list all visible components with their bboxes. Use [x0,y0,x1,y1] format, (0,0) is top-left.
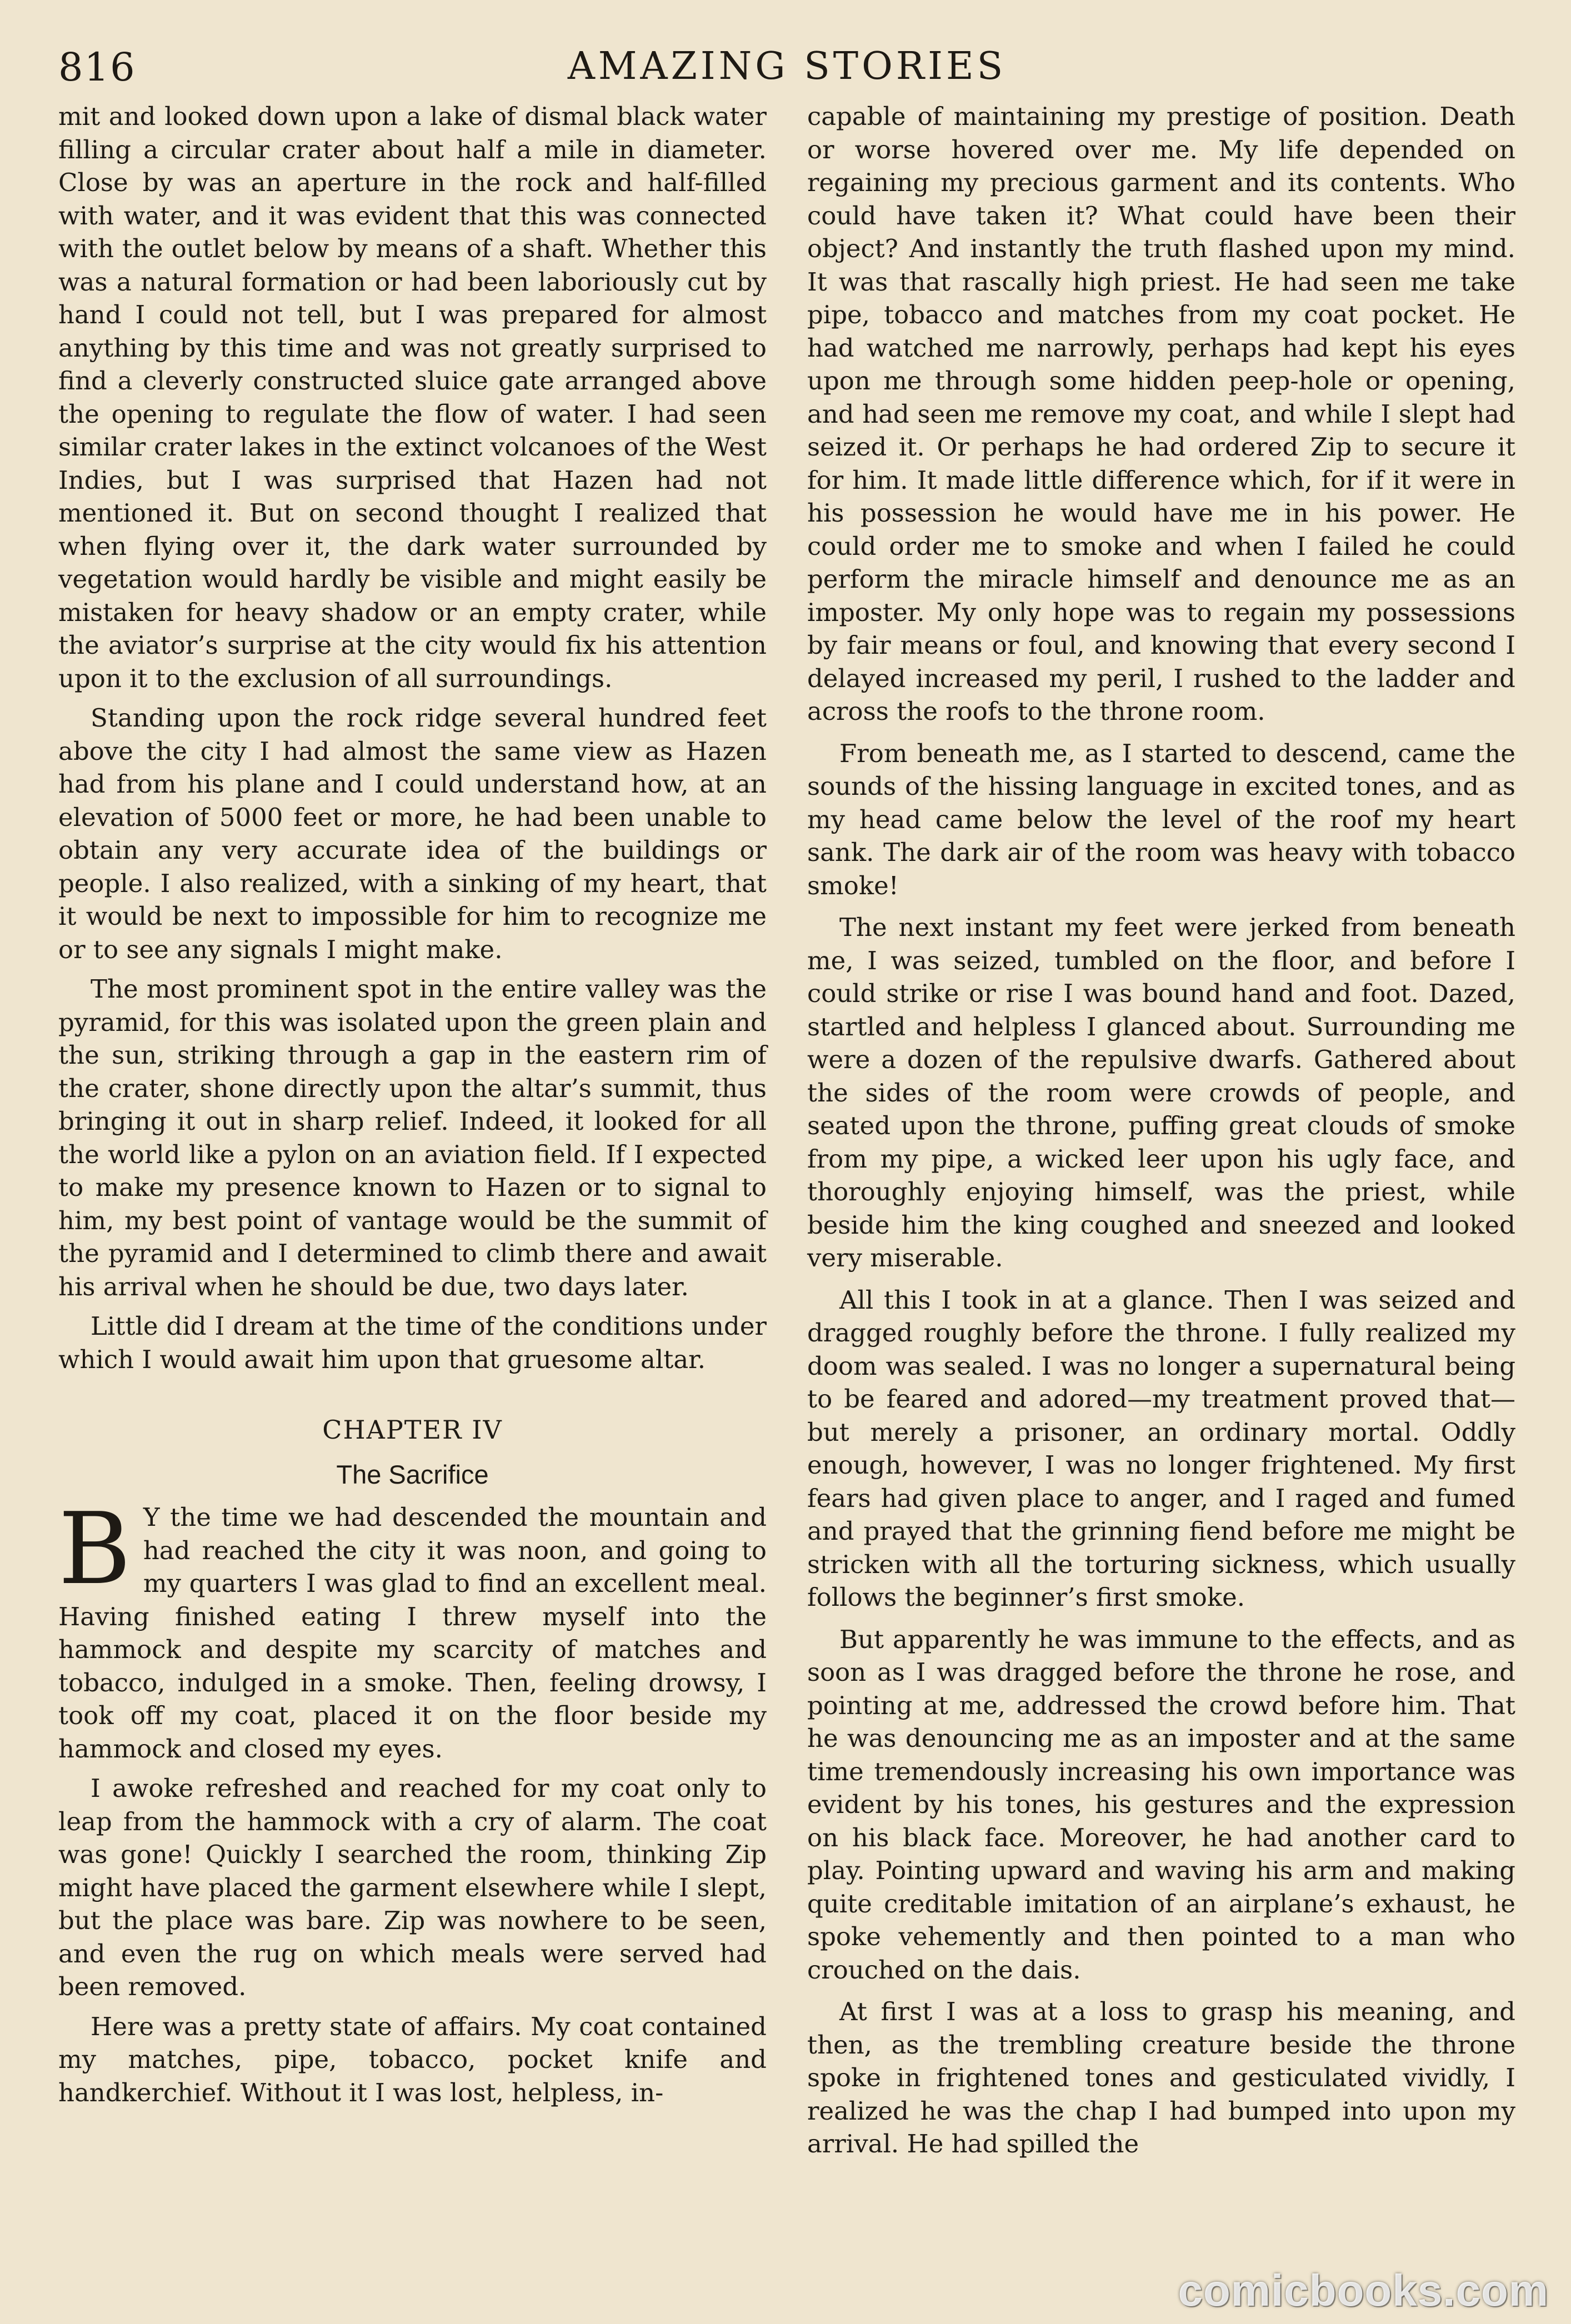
paragraph: The next instant my feet were jerked from beneath me, I was seized, tumbled on the floor, and before I could strike or rise I was bound hand and foot. Dazed, startled and helpless I glanced about. Surrounding me were a dozen of the repulsive dwarfs. Gathered about the sides of the room were crowds of people, and seated upon the throne, puffing great clouds of smoke from my pipe, a wicked leer upon his ugly face, and thoroughly enjoying himself, was the priest, while beside him the king coughed and sneezed and looked very miserable. [807,913,1515,1273]
running-head: AMAZING STORIES [567,44,1007,88]
paragraph: From beneath me, as I started to descend, came the sounds of the hissing language in excited tones, and as my head came below the level of the roof my heart sank. The dark air of the room was heavy with tobacco smoke! [807,738,1515,900]
watermark-logo: comicbooks.com [1178,2266,1549,2315]
chapter-subtitle: The Sacrifice [336,1460,489,1489]
left-column [58,100,767,2167]
page-header [58,39,1515,100]
chapter-opening-paragraph [58,1491,767,1765]
paragraph: All this I took in at a glance. Then I was seized and dragged roughly before the throne. I fully realized my doom was sealed. I was no longer a supernatural being to be feared and adored—my treatment proved that—but merely a prisoner, an ordinary mortal. Oddly enough, however, I was no longer frightened. My first fears had given place to anger, and I raged and fumed and prayed that the grinning fiend before me might be stricken with all the torturing sickness, which usually follows the beginner’s first smoke. [807,1285,1515,1612]
right-column [807,100,1515,2167]
paragraph: Little did I dream at the time of the conditions under which I would await him upon that gruesome altar. [58,1311,767,1374]
page-number: 816 [58,44,136,90]
paragraph: But apparently he was immune to the effects, and as soon as I was dragged before the throne he rose, and pointing at me, addressed the crowd before him. That he was denouncing me as an imposter and at the same time tremendously increasing his own importance was evident by his tones, his gestures and the expression on his black face. Moreover, he had another card to play. Pointing upward and waving his arm and making quite creditable imitation of an airplane’s exhaust, he spoke vehemently and then pointed to a man who crouched on the dais. [807,1624,1515,1985]
drop-cap-text: Y the time we had descended the mountain and had reached the city it was noon, and going to my quarters I was glad to find an excellent meal. Having finished eating I threw myself into the hammock and despite my scarcity of matches and tobacco, indulged in a smoke. Then, feeling drowsy, I took off my coat, placed it on the floor beside my hammock and closed my eyes. [58,1502,767,1764]
paragraph: The most prominent spot in the entire valley was the pyramid, for this was isolated upon the green plain and the sun, striking through a gap in the eastern rim of the crater, shone directly upon the altar’s summit, thus bringing it out in sharp relief. Indeed, it looked for all the world like a pylon on an aviation field. If I expected to make my presence known to Hazen or to signal to him, my best point of vantage would be the summit of the pyramid and I determined to climb there and await his arrival when he should be due, two days later. [58,974,767,1301]
paragraph: Standing upon the rock ridge several hundred feet above the city I had almost the same view as Hazen had from his plane and I could understand how, at an elevation of 5000 feet or more, he had been unable to obtain any very accurate idea of the buildings or people. I also realized, with a sinking of my heart, that it would be next to impossible for him to recognize me or to see any signals I might make. [58,703,767,964]
drop-cap: B [58,1491,131,1606]
chapter-title: CHAPTER IV [322,1415,503,1445]
paragraph: I awoke refreshed and reached for my coat only to leap from the hammock with a cry of alarm. The coat was gone! Quickly I searched the room, thinking Zip might have placed the garment elsewhere while I slept, but the place was bare. Zip was nowhere to be seen, and even the rug on which meals were served had been removed. [58,1774,767,2001]
paragraph: Here was a pretty state of affairs. My coat contained my matches, pipe, tobacco, pocket knife and handkerchief. Without it I was lost, helpless, in- [58,2011,767,2107]
paragraph: mit and looked down upon a lake of dismal black water filling a circular crater about half a mile in diameter. Close by was an aperture in the rock and half-filled with water, and it was evident that this was connected with the outlet below by means of a shaft. Whether this was a natural formation or had been laboriously cut by hand I could not tell, but I was prepared for almost anything by this time and was not greatly surprised to find a cleverly constructed sluice gate arranged above the opening to regulate the flow of water. I had seen similar crater lakes in the extinct volcanoes of the West Indies, but I was surprised that Hazen had not mentioned it. But on second thought I realized that when flying over it, the dark water surrounded by vegetation would hardly be visible and might easily be mistaken for heavy shadow or an empty crater, while the aviator’s surprise at the city would fix his attention upon it to the exclusion of all surroundings. [58,102,767,693]
paragraph: capable of maintaining my prestige of position. Death or worse hovered over me. My life depended on regaining my precious garment and its contents. Who could have taken it? What could have been their object? And instantly the truth flashed upon my mind. It was that rascally high priest. He had seen me take pipe, tobacco and matches from my coat pocket. He had watched me narrowly, perhaps had kept his eyes upon me through some hidden peep-hole or opening, and had seen me remove my coat, and while I slept had seized it. Or perhaps he had ordered Zip to secure it for him. It made little difference which, for if it were in his possession he would have me in his power. He could order me to smoke and when I failed he could perform the miracle himself and denounce me as an imposter. My only hope was to regain my possessions by fair means or foul, and knowing that every second I delayed increased my peril, I rushed to the ladder and across the roofs to the throne room. [807,102,1515,726]
text-columns [58,100,1515,2167]
paragraph: At first I was at a loss to grasp his meaning, and then, as the trembling creature beside the throne spoke in frightened tones and gesticulated vividly, I realized he was the chap I had bumped into upon my arrival. He had spilled the [807,1997,1515,2158]
